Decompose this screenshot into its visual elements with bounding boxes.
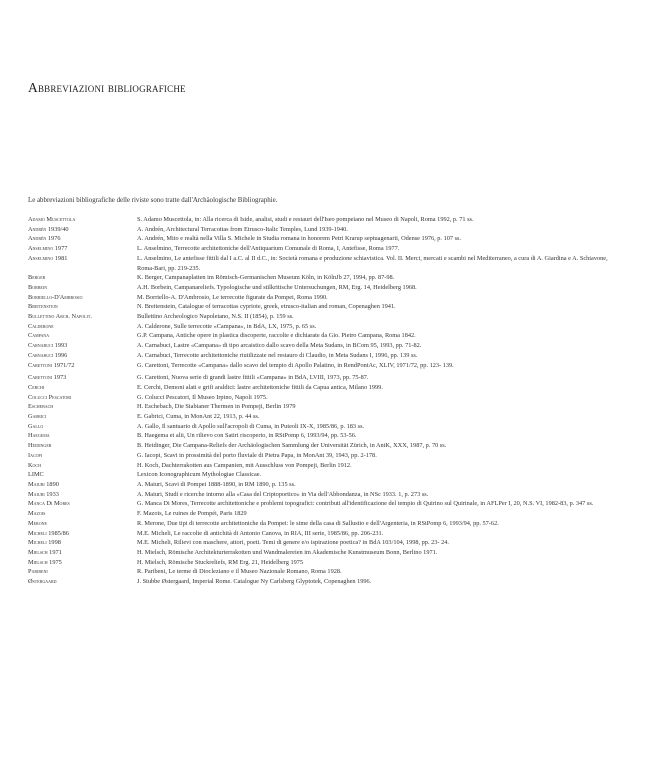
bibliography-entry [28, 283, 628, 293]
bibliography-entry [28, 499, 628, 509]
entry-abbreviation: Haegema [28, 432, 50, 440]
entry-reference: M.E. Micheli, Rilievi con maschere, attori, poeti. Temi di genere e/o ispirazione poetica? in BdA 103/104, 1998, pp. 23- 24. [137, 539, 449, 547]
bibliography-entry [28, 461, 628, 471]
entry-abbreviation: Calderone [28, 322, 54, 330]
entry-abbreviation: Merone [28, 519, 47, 527]
entry-abbreviation: Andrén 1939/40 [28, 225, 69, 233]
entry-abbreviation: Berger [28, 274, 46, 282]
entry-reference: S. Adamo Muscettola, in: Alla ricerca di Iside, analisi, studi e restauri dell'Iseo pompeiano nel Museo di Napoli, Roma 1992, p. 71 ss. [137, 216, 474, 223]
entry-reference: F. Mazois, Le ruines de Pompéi, Paris 1829 [137, 510, 247, 518]
entry-reference: G. Iacopi, Scavi in prossimità del porto fluviale di Pietra Papa, in MonAnt 39, 1943, pp. 2-178. [137, 451, 377, 459]
entry-reference: A. Carnabuci, Lastre «Campana» di tipo arcaistico dallo scavo della Meta Sudans, in BCom 95, 1993, pp. 71-82. [137, 342, 422, 350]
entry-abbreviation: Gabrici [28, 413, 47, 421]
entry-abbreviation: Carettoni 1973 [28, 374, 67, 382]
bibliography-entry [28, 480, 628, 490]
entry-reference: H. Eschebach, Die Stabianer Thermen in Pompeji, Berlin 1979 [137, 403, 296, 411]
bibliography-entry [28, 412, 628, 422]
bibliography-entry [28, 341, 628, 351]
entry-reference: H. Mielsch, Römische Architekturterrakotten und Wandmalereien im Akademische Kunstmuseum Bonn, Berlino 1971. [137, 548, 438, 556]
entry-reference: H. Mielsch, Römische Stuckreliefs, RM Erg. 21, Heidelberg 1975 [137, 558, 304, 566]
entry-abbreviation: Borbein [28, 283, 48, 291]
bibliography-entry [28, 244, 628, 254]
entry-abbreviation: Adamo Muscettola [28, 216, 76, 223]
entry-reference: Lexicon Iconographicum Mythologiae Classicae. [137, 471, 262, 479]
bibliography-entry [28, 441, 628, 451]
entry-reference: E. Gabrici, Cuma, in MonAnt 22, 1913, p. 44 ss. [137, 413, 260, 421]
bibliography-entry [28, 383, 628, 393]
intro-note: Le abbreviazioni bibliografiche delle riviste sono tratte dall'Archäologische Bibliographie. [28, 197, 278, 204]
entry-abbreviation: Østergaard [28, 578, 57, 586]
bibliography-entry [28, 519, 628, 529]
bibliography-entry [28, 490, 628, 500]
entry-reference: A. Carnabuci, Terrecotte architettoniche riutilizzate nel restauro di Claudio, in Meta Sudans I, 1996, pp. 139 ss. [137, 351, 418, 359]
entry-abbreviation: Anselmino 1981 [28, 254, 68, 262]
entry-reference: A. Maiuri, Scavi di Pompei 1888-1890, in RM 1890, p. 135 ss. [137, 480, 296, 488]
entry-abbreviation: Carettoni 1971/72 [28, 361, 75, 369]
entry-reference: G. Carettoni, Nuova serie di grandi lastre fittili «Campana» in BdA, LVIII, 1973, pp. 75-87. [137, 374, 369, 382]
entry-abbreviation: Borriello-D'Ambrosio [28, 293, 83, 301]
entry-abbreviation: Mielsch 1971 [28, 548, 62, 556]
entry-reference: Bullettino Archeologico Napoletano, N.S. II (1854), p. 159 ss. [137, 313, 294, 321]
entry-reference: K. Berger, Campanaplatten im Römisch-Germanischen Museum Köln, in KölnJb 27, 1994, pp. 87-98. [137, 274, 395, 282]
bibliography-entry [28, 402, 628, 412]
entry-abbreviation: Heidinger [28, 442, 52, 450]
entry-abbreviation: Colucci Pescatori [28, 393, 72, 401]
bibliography-entry [28, 451, 628, 461]
bibliography-entry [28, 215, 628, 225]
entry-reference: B. Heidinger, Die Campana-Reliefs der Archäologischen Sammlung der Universität Zürich, in AntK, XXX, 1987, p. 70 ss. [137, 442, 447, 450]
entry-abbreviation: Maiuri 1933 [28, 490, 59, 498]
entry-abbreviation: Mielsch 1975 [28, 558, 62, 566]
entry-reference: G.P. Campana, Antiche opere in plastica discoperte, raccolte e dichiarate da Gio. Pietro Campana, Roma 1842. [137, 332, 416, 340]
bibliography-entry [28, 331, 628, 341]
bibliography-entry [28, 422, 628, 432]
bibliography-entry [28, 509, 628, 519]
entry-reference: G. Carettoni, Terrecotte «Campana» dallo scavo del tempio di Apollo Palatino, in RendPontAc, XLIV, 1971/72, pp. 123- 139. [137, 361, 454, 369]
entry-abbreviation: Carnabuci 1996 [28, 351, 68, 359]
entry-reference: N. Breitenstein, Catalogue of terracottas cypriote, greek, etrusco-italian and roman, Copenaghen 1941. [137, 303, 396, 311]
bibliography-entry [28, 351, 628, 361]
entry-reference: R. Paribeni, Le terme di Diocleziano e il Museo Nazionale Romano, Roma 1928. [137, 568, 342, 576]
entry-abbreviation: Maiuri 1890 [28, 480, 59, 488]
bibliography-entry [28, 558, 628, 568]
bibliography-entry [28, 273, 628, 283]
entry-abbreviation: Anselmino 1977 [28, 245, 68, 253]
entry-abbreviation: LIMC [28, 471, 44, 479]
entry-reference: A. Gallo, Il santuario di Apollo sull'acropoli di Cuma, in Puteoli IX-X, 1985/86, p. 183 ss. [137, 422, 365, 430]
bibliography-entry [28, 302, 628, 312]
entry-reference: G. Colucci Pescatori, Il Museo Irpino, Napoli 1975. [137, 393, 268, 401]
entry-reference: A. Andrén, Architectural Terracottas from Etrusco-Italic Temples, Lund 1939-1940. [137, 225, 348, 233]
bibliography-entry [28, 548, 628, 558]
bibliography-entry [28, 529, 628, 539]
bibliography-entry [28, 293, 628, 303]
bibliography-entry [28, 470, 628, 480]
entry-abbreviation: Eschebach [28, 403, 54, 411]
bibliography-entry [28, 431, 628, 441]
entry-abbreviation: Cerchi [28, 383, 45, 391]
page-title: Abbreviazioni bibliografiche [28, 80, 186, 95]
bibliography-entry [28, 567, 628, 577]
entry-reference: B. Haegema et alii, Un rilievo con Satiri riscoperto, in RStPomp 6, 1993/94, pp. 53-56. [137, 432, 357, 440]
entry-abbreviation: Koch [28, 461, 41, 469]
entry-reference: A. Andrén, Mito e realtà nella Villa S. Michele in Studia romana in honorem Petri Krarup septuagenarii, Odense 1976, p. 107 ss. [137, 235, 462, 243]
entry-reference: A.H. Borbein, Campanareliefs. Typologische und stilkritische Untersuchungen, RM, Erg. 14, Heidelberg 1968. [137, 283, 417, 291]
bibliography-entry [28, 312, 628, 322]
bibliography-list [28, 215, 628, 587]
bibliography-entry [28, 254, 628, 273]
bibliography-entry [28, 393, 628, 403]
entry-reference: A. Calderone, Sulle terrecotte «Campana», in BdA, LX, 1975, p. 65 ss. [137, 322, 317, 330]
entry-abbreviation: Micheli 1985/86 [28, 529, 69, 537]
entry-abbreviation: Gallo [28, 422, 44, 430]
entry-abbreviation: Campana [28, 332, 50, 340]
entry-reference: A. Maiuri, Studi e ricerche intorno alla «Casa del Criptoportico» in Via dell'Abbondanza, in NSc 1933. 1, p. 273 ss. [137, 490, 429, 498]
entry-reference: M.E. Micheli, Le raccolte di antichità di Antonio Canova, in RIA, III serie, 1985/86, pp. 206-231. [137, 529, 384, 537]
entry-abbreviation: Paribeni [28, 568, 48, 576]
entry-reference: M. Borriello-A. D'Ambrosio, Le terrecotte figurate da Pompei, Roma 1990. [137, 293, 328, 301]
bibliography-entry [28, 225, 628, 235]
entry-abbreviation: Micheli 1998 [28, 539, 61, 547]
entry-reference: R. Merone, Due tipi di terrecotte architettoniche da Pompei: le sime della casa di Sallustio e dell'Argenteria, in RStPomp 6, 1993/94, pp. 57-62. [137, 519, 499, 527]
entry-reference: E. Cerchi, Demoni alati e grifi araldici: lastre architettoniche fittili da Capua antica, Milano 1999. [137, 383, 383, 391]
bibliography-entry [28, 322, 628, 332]
entry-reference: L. Anselmino, Terrecotte architettoniche dell'Antiquarium Comunale di Roma, I, Antefisse, Roma 1977. [137, 245, 400, 253]
entry-abbreviation: Mazois [28, 510, 46, 518]
entry-abbreviation: Bullettino Arch. Napolit. [28, 313, 92, 321]
entry-abbreviation: Breitenstein [28, 303, 58, 311]
bibliography-entry [28, 538, 628, 548]
entry-reference: L. Anselmino, Le antefisse fittili dal I a.C. al II d.C., in: Società romana e produzione schiavistica. Vol. II. Merci, mercati e scambi nel Mediterraneo, a cura di A. Giardina e A. Schiavone, Roma-Bari, pp. 219-235. [137, 254, 608, 272]
entry-reference: J. Stubbe Østergaard, Imperial Rome. Catalogue Ny Carlsberg Glyptotek, Copenaghen 1996. [137, 578, 372, 586]
bibliography-entry [28, 361, 628, 371]
bibliography-entry [28, 373, 628, 383]
entry-abbreviation: Andrén 1976 [28, 235, 61, 243]
entry-reference: H. Koch, Dachterrakotten aus Campanien, mit Ausschluss von Pompeji, Berlin 1912. [137, 461, 352, 469]
entry-abbreviation: Manca Di Mores [28, 500, 70, 508]
entry-abbreviation: Carnabuci 1993 [28, 342, 68, 350]
bibliography-entry [28, 234, 628, 244]
entry-reference: G. Manca Di Mores, Terrecotte architettoniche e problemi topografici: contributi all'identificazione del tempio di Quirino sul Quirinale, in AFLPer I, 20, N.S. VI, 1982-83, p. 347 ss. [137, 500, 594, 508]
entry-abbreviation: Iacopi [28, 451, 43, 459]
bibliography-entry [28, 577, 628, 587]
